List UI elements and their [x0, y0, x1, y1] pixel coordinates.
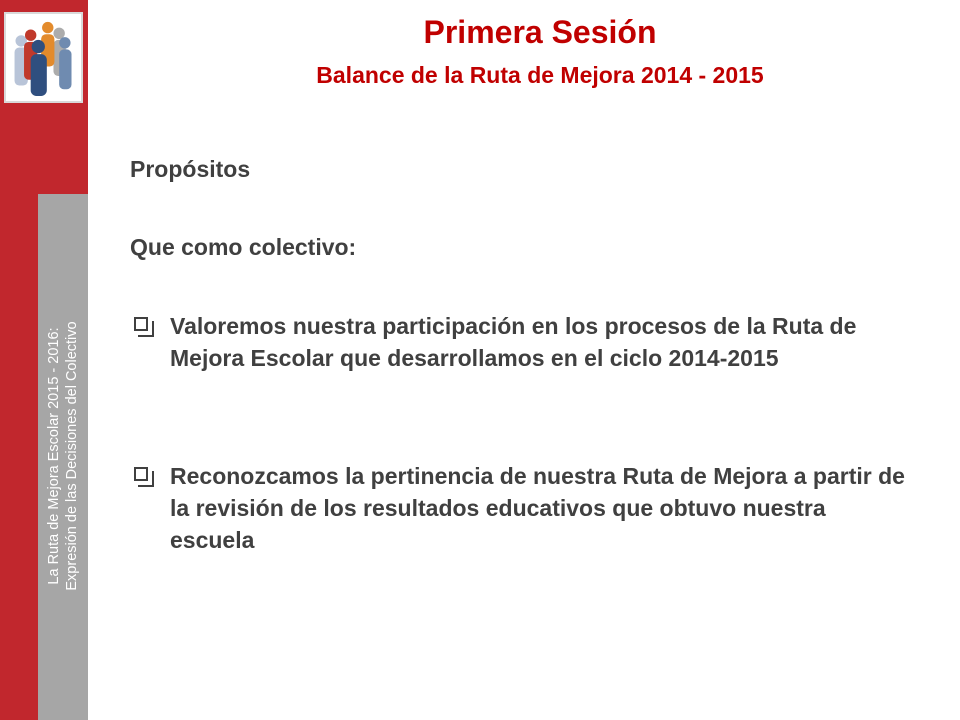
- people-group-logo: [4, 12, 83, 103]
- page-title: Primera Sesión: [423, 14, 657, 50]
- people-group-icon: [6, 14, 81, 101]
- sidebar-caption: [45, 196, 81, 716]
- section-heading: Propósitos: [130, 156, 251, 182]
- intro-text: Que como colectivo:: [130, 234, 357, 260]
- page-subtitle: Balance de la Ruta de Mejora 2014 - 2015: [316, 62, 764, 88]
- checkbox-square-icon: [134, 317, 148, 331]
- list-item-text: Reconozcamos la pertinencia de nuestra Ruta de Mejora a partir de la revisión de los resultados educativos que obtuvo nuestra escuela: [170, 463, 905, 553]
- list-item: [130, 460, 910, 556]
- sidebar-caption-line2: Expresión de las Decisiones del Colectivo: [64, 321, 80, 591]
- sidebar-caption-line1: La Ruta de Mejora Escolar 2015 - 2016:: [46, 327, 62, 585]
- list-item-text: Valoremos nuestra participación en los procesos de la Ruta de Mejora Escolar que desarrollamos en el ciclo 2014-2015: [170, 313, 857, 371]
- checkbox-square-icon: [134, 467, 148, 481]
- list-item: [130, 310, 910, 374]
